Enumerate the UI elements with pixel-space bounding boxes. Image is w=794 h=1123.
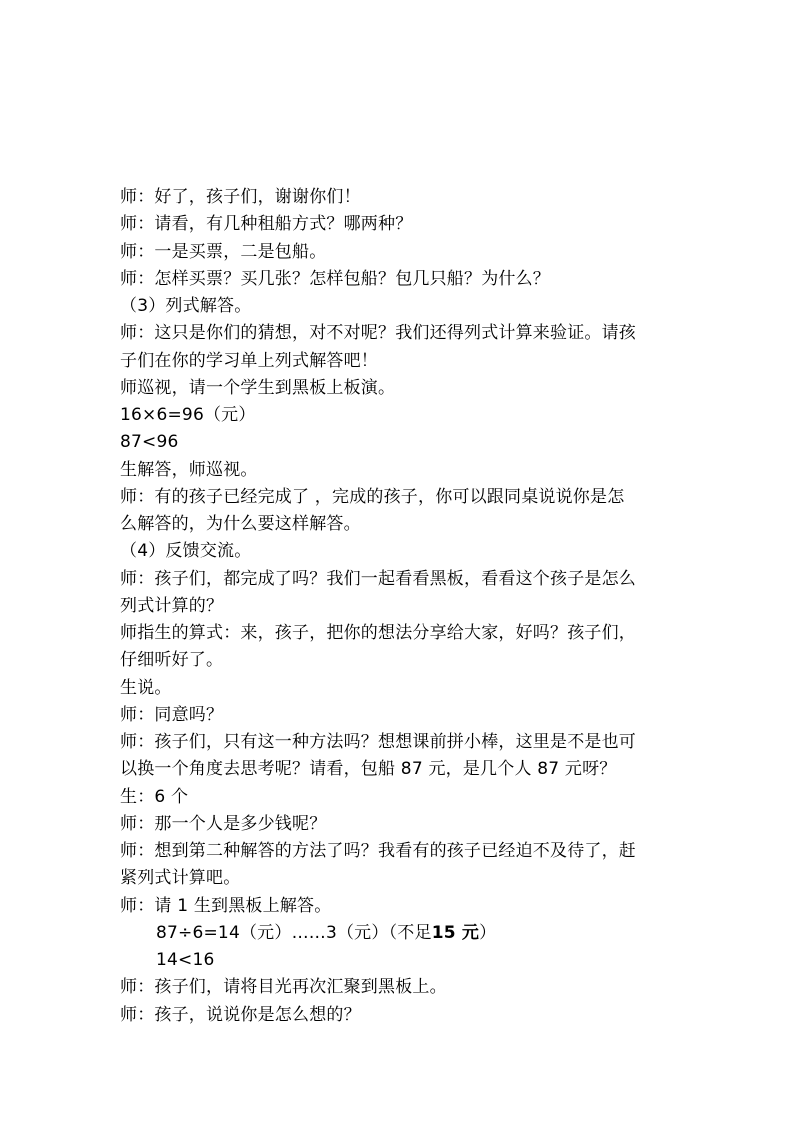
equation-line: 14<16 xyxy=(156,950,215,970)
text-line: 师：好了，孩子们，谢谢你们！ xyxy=(120,187,361,207)
equation-bold-text: 15 元 xyxy=(431,922,480,943)
text-line: 师：怎样买票？买几张？怎样包船？包几只船？为什么？ xyxy=(120,268,550,289)
text-line: 紧列式计算吧。 xyxy=(120,868,241,889)
equation-line xyxy=(120,920,680,947)
text-line: 以换一个角度去思考呢？请看，包船 87 元，是几个人 87 元呀？ xyxy=(120,759,617,780)
equation-line: 87<96 xyxy=(120,432,179,453)
equation-text: 87÷6=14（元）……3（元）（不足 xyxy=(156,922,432,943)
text-line: 师：这只是你们的猜想，对不对呢？我们还得列式计算来验证。请孩 xyxy=(120,323,636,344)
text-line: 生：6 个 xyxy=(120,786,189,807)
text-line: 生解答，师巡视。 xyxy=(120,459,258,480)
text-line: 师：孩子们，请将目光再次汇聚到黑板上。 xyxy=(120,977,447,998)
text-line: 师：请看，有几种租船方式？哪两种？ xyxy=(120,214,413,235)
text-line: 师：那一个人是多少钱呢？ xyxy=(120,813,327,834)
equation-line: 16×6=96（元） xyxy=(120,405,256,425)
text-line: 列式计算的？ xyxy=(120,595,224,616)
text-line: 师：想到第二种解答的方法了吗？我看有的孩子已经迫不及待了，赶 xyxy=(120,841,636,861)
text-line: 师：请 1 生到黑板上解答。 xyxy=(120,895,332,916)
section-heading: （3）列式解答。 xyxy=(120,296,252,316)
text-line: 师：一是买票，二是包船。 xyxy=(120,241,327,262)
document-body xyxy=(120,184,680,1029)
text-line: 师：孩子们，都完成了吗？我们一起看看黑板，看看这个孩子是怎么 xyxy=(120,568,636,589)
text-line: 师：有的孩子已经完成了 ，完成的孩子，你可以跟同桌说说你是怎 xyxy=(120,486,625,507)
equation-tail: ） xyxy=(479,922,497,943)
text-line: 子们在你的学习单上列式解答吧！ xyxy=(120,350,378,371)
text-line: 师：同意吗？ xyxy=(120,704,224,725)
text-line: 师：孩子，说说你是怎么想的？ xyxy=(120,1004,361,1025)
text-line: 仔细听好了。 xyxy=(120,650,224,671)
text-line: 师：孩子们，只有这一种方法吗？想想课前拼小棒，这里是不是也可 xyxy=(120,732,636,752)
text-line: 么解答的，为什么要这样解答。 xyxy=(120,514,361,534)
text-line: 生说。 xyxy=(120,677,172,698)
text-line: 师指生的算式：来，孩子，把你的想法分享给大家，好吗？孩子们， xyxy=(120,623,636,643)
section-heading: （4）反馈交流。 xyxy=(120,541,252,562)
text-line: 师巡视，请一个学生到黑板上板演。 xyxy=(120,377,396,398)
